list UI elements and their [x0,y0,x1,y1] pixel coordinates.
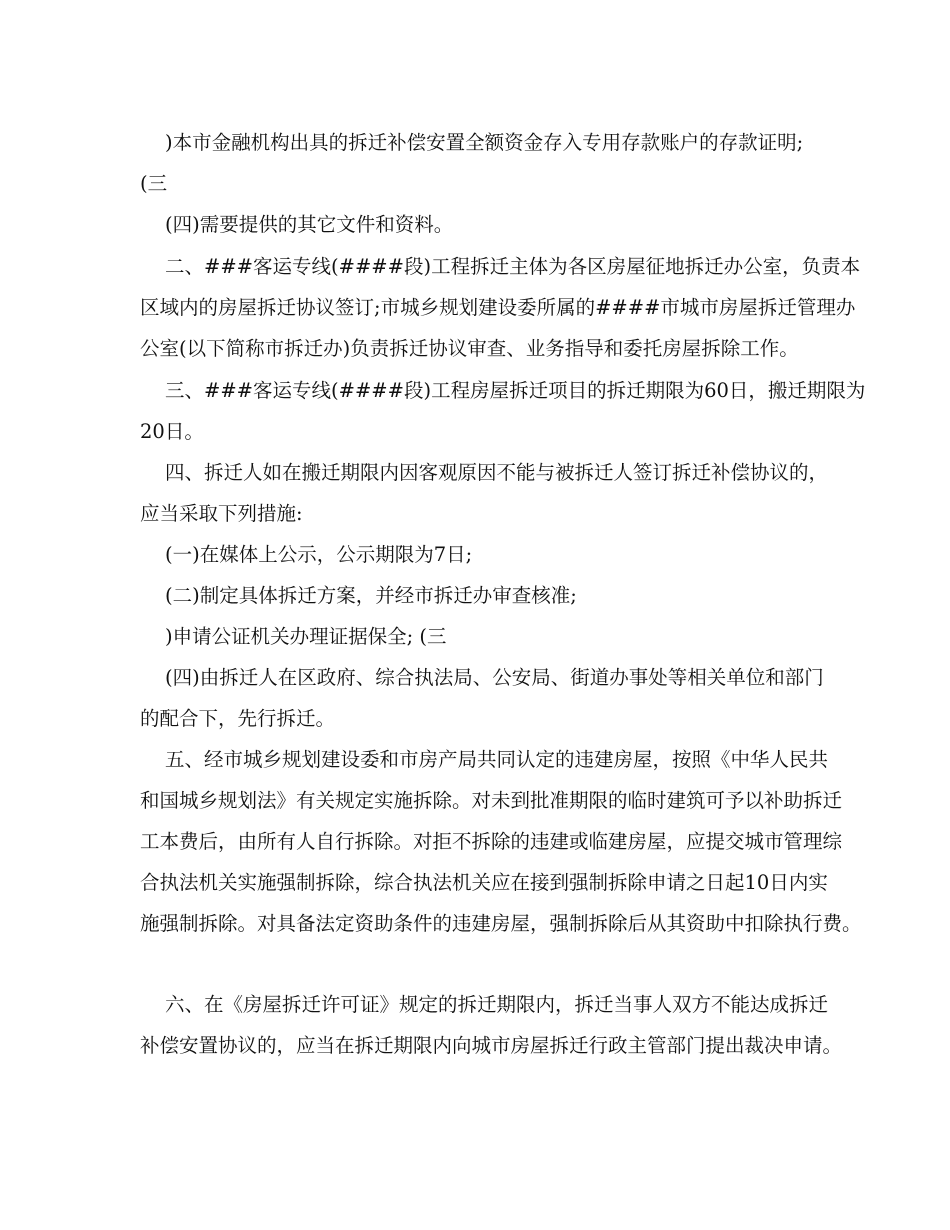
text-line: 工本费后，由所有人自行拆除。对拒不拆除的违建或临建房屋，应提交城市管理综 [140,830,843,853]
text-line: 区域内的房屋拆迁协议签订;市城乡规划建设委所属的####市城市房屋拆迁管理办 [140,296,856,319]
text-line: 六、在《房屋拆迁许可证》规定的拆迁期限内，拆迁当事人双方不能达成拆迁 [165,993,829,1016]
text-line: 的配合下，先行拆迁。 [140,707,336,730]
text-line: 20日。 [140,420,204,443]
text-line: (四)由拆迁人在区政府、综合执法局、公安局、街道办事处等相关单位和部门 [165,666,824,689]
text-line: )本市金融机构出具的拆迁补偿安置全额资金存入专用存款账户的存款证明; [165,131,804,154]
text-line: 三、###客运专线(####段)工程房屋拆迁项目的拆迁期限为60日，搬迁期限为 [165,379,866,402]
text-line: 合执法机关实施强制拆除，综合执法机关应在接到强制拆除申请之日起10日内实 [140,871,828,894]
text-line: 四、拆迁人如在搬迁期限内因客观原因不能与被拆迁人签订拆迁补偿协议的， [165,461,829,484]
text-line: 和国城乡规划法》有关规定实施拆除。对未到批准期限的临时建筑可予以补助拆迁 [140,789,843,812]
text-line: (二)制定具体拆迁方案，并经市拆迁办审查核准; [165,584,577,607]
text-line: 公室(以下简称市拆迁办)负责拆迁协议审查、业务指导和委托房屋拆除工作。 [140,337,799,360]
text-line: )申请公证机关办理证据保全; (三 [165,625,447,648]
text-line: (四)需要提供的其它文件和资料。 [165,213,454,236]
text-line: 施强制拆除。对具备法定资助条件的违建房屋，强制拆除后从其资助中扣除执行费。 [140,912,862,935]
text-line: (三 [140,172,168,195]
text-line: 补偿安置协议的，应当在拆迁期限内向城市房屋拆迁行政主管部门提出裁决申请。 [140,1034,843,1057]
text-line: 五、经市城乡规划建设委和市房产局共同认定的违建房屋，按照《中华人民共 [165,748,829,771]
text-line: 二、###客运专线(####段)工程拆迁主体为各区房屋征地拆迁办公室，负责本 [165,255,861,278]
text-line: 应当采取下列措施: [140,502,303,525]
text-line: (一)在媒体上公示，公示期限为7日; [165,543,473,566]
